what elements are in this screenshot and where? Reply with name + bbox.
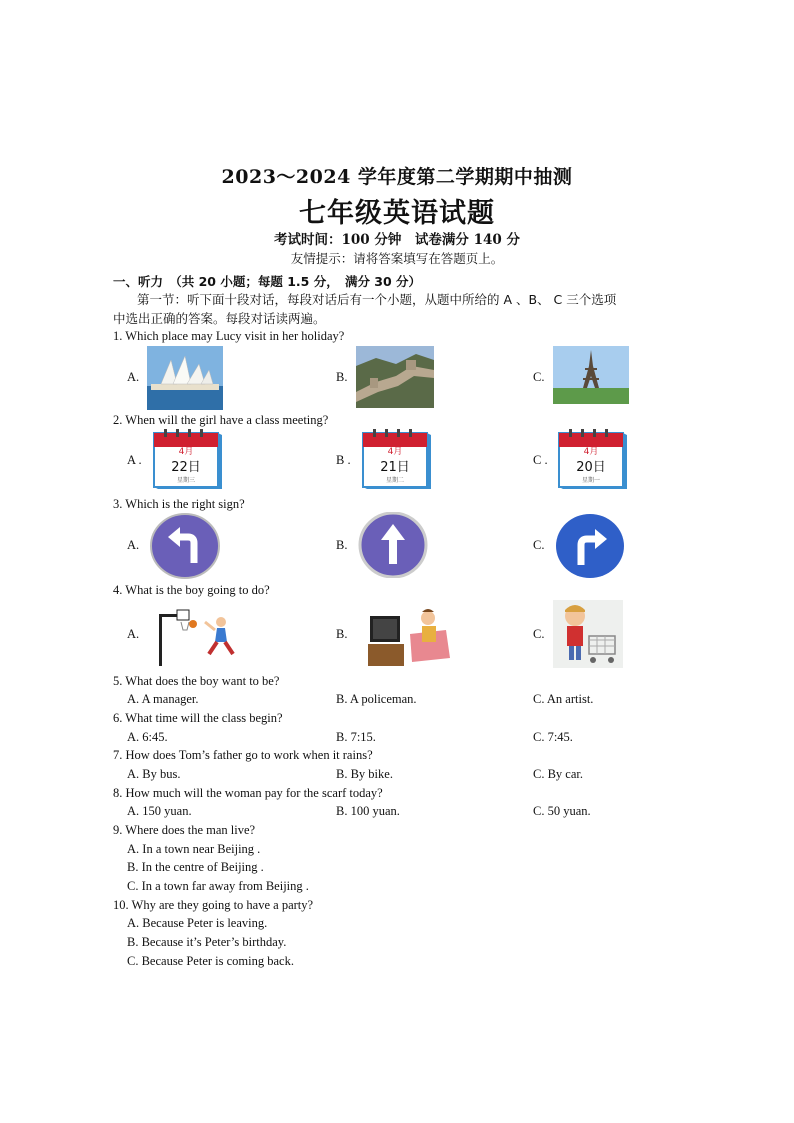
q8-option-c: C. 50 yuan. [533, 804, 591, 818]
cal-c-weekday: 星期一 [581, 477, 601, 484]
basketball-image [155, 606, 241, 666]
cal-a-day: 22日 [171, 460, 201, 475]
q5-option-b: B. A policeman. [336, 692, 417, 706]
question-7: 7. How does Tom’s father go to work when it rains? [113, 748, 373, 762]
cal-a-month: 4月 [178, 447, 194, 457]
question-1: 1. Which place may Lucy visit in her holiday? [113, 329, 345, 343]
q3-label-c: C. [533, 538, 545, 552]
eiffel-tower-image [553, 346, 629, 404]
q4-label-c: C. [533, 627, 545, 641]
q9-option-a: A. In a town near Beijing . [127, 842, 261, 856]
q10-option-b: B. Because it’s Peter’s birthday. [127, 935, 287, 949]
section-title: 一、听力 （共 20 小题；每题 1.5 分， 满分 30 分） [113, 274, 422, 289]
cal-c-month: 4月 [583, 447, 599, 457]
q5-option-c: C. An artist. [533, 692, 594, 706]
go-straight-sign-icon [358, 512, 428, 578]
great-wall-image [356, 346, 434, 408]
q7-option-b: B. By bike. [336, 767, 393, 781]
q2-label-c: C . [533, 453, 548, 467]
q6-option-a: A. 6:45. [127, 730, 168, 744]
q7-option-a: A. By bus. [127, 767, 181, 781]
cal-a-weekday: 星期三 [176, 477, 196, 484]
question-5: 5. What does the boy want to be? [113, 674, 280, 688]
shopping-cart-image [553, 600, 623, 668]
question-9: 9. Where does the man live? [113, 823, 256, 837]
sydney-opera-house-image [147, 346, 223, 410]
q6-option-c: C. 7:45. [533, 730, 573, 744]
q2-label-a: A . [127, 453, 142, 467]
question-3: 3. Which is the right sign? [113, 497, 245, 511]
section-intro [113, 290, 693, 328]
intro-line-2: 中选出正确的答案。每段对话读两遍。 [113, 311, 326, 326]
cal-b-month: 4月 [387, 447, 403, 457]
q2-label-b: B . [336, 453, 351, 467]
q4-label-b: B. [336, 627, 348, 641]
cal-b-day: 21日 [380, 460, 410, 475]
year-title: 2023～2024 学年度第二学期期中抽测 [221, 166, 573, 188]
q1-label-b: B. [336, 370, 348, 384]
calendar-22-image [152, 427, 224, 491]
q3-label-a: A. [127, 538, 140, 552]
question-4: 4. What is the boy going to do? [113, 583, 270, 597]
q1-label-a: A. [127, 370, 140, 384]
q8-option-b: B. 100 yuan. [336, 804, 400, 818]
question-8: 8. How much will the woman pay for the scarf today? [113, 786, 383, 800]
q9-option-c: C. In a town far away from Beijing . [127, 879, 309, 893]
q3-label-b: B. [336, 538, 348, 552]
time-info: 考试时间：100 分钟 试卷满分 140 分 [274, 232, 520, 248]
turn-left-sign-icon [150, 513, 220, 579]
question-6: 6. What time will the class begin? [113, 711, 283, 725]
question-2: 2. When will the girl have a class meeting? [113, 413, 329, 427]
cal-b-weekday: 星期二 [385, 477, 405, 484]
question-10: 10. Why are they going to have a party? [113, 898, 314, 912]
watching-tv-image [366, 606, 452, 668]
calendar-20-image [557, 427, 629, 491]
q7-option-c: C. By car. [533, 767, 583, 781]
q8-option-a: A. 150 yuan. [127, 804, 192, 818]
exam-title: 七年级英语试题 [299, 198, 495, 229]
calendar-21-image [361, 427, 433, 491]
q10-option-c: C. Because Peter is coming back. [127, 954, 294, 968]
q1-label-c: C. [533, 370, 545, 384]
tip-text: 友情提示：请将答案填写在答题页上。 [290, 251, 504, 266]
cal-c-day: 20日 [576, 460, 606, 475]
intro-line-1: 第一节：听下面十段对话，每段对话后有一个小题，从题中所给的 A 、B、 C 三个选项 [137, 292, 617, 307]
q10-option-a: A. Because Peter is leaving. [127, 916, 268, 930]
q5-option-a: A. A manager. [127, 692, 199, 706]
q4-label-a: A. [127, 627, 140, 641]
q9-option-b: B. In the centre of Beijing . [127, 860, 264, 874]
turn-right-sign-icon [555, 513, 625, 579]
q6-option-b: B. 7:15. [336, 730, 376, 744]
